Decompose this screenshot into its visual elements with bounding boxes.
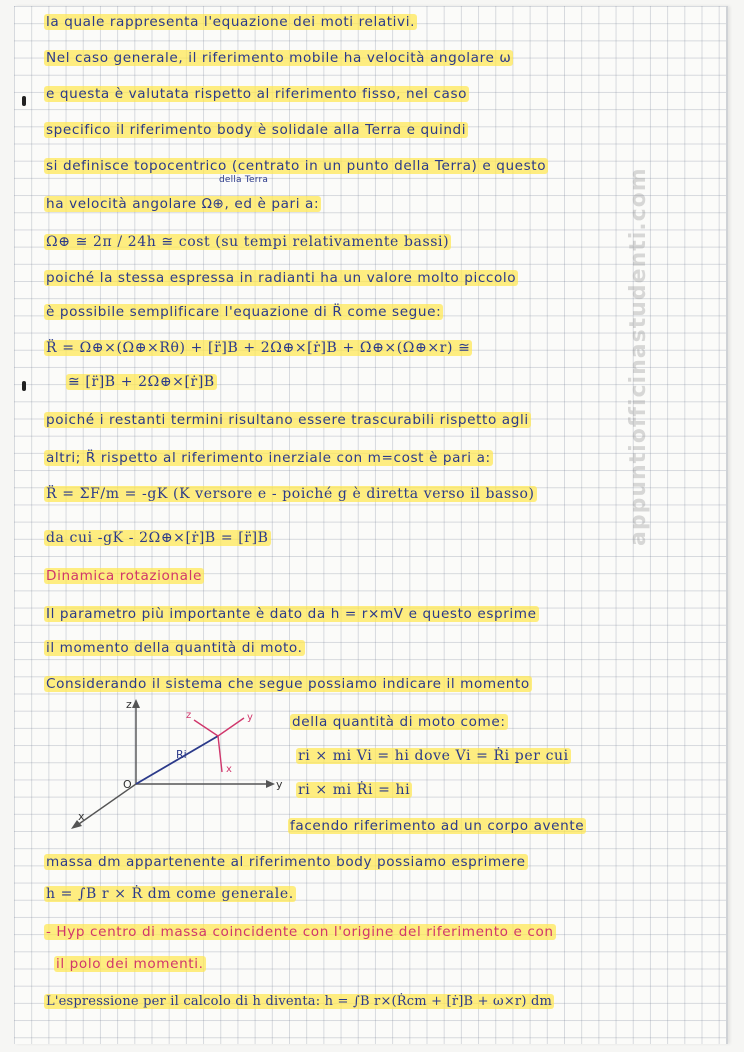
text-line-1: la quale rappresenta l'equazione dei moti relativi.	[46, 14, 416, 30]
label-body-z: z	[186, 710, 192, 721]
formula-result: da cui -gK - 2Ω⊕×[ṙ]B = [r̈]B	[46, 530, 269, 546]
formula-newton: R̈ = ΣF/m = -gK (K versore e - poiché g è diretta verso il basso)	[46, 486, 535, 502]
formula-r-ddot: R̈ = Ω⊕×(Ω⊕×Rθ) + [r̈]B + 2Ω⊕×[ṙ]B + Ω̇⊕×(Ω⊕×r) ≅	[46, 340, 471, 356]
text-line-14: della quantità di moto come:	[292, 714, 506, 730]
text-line-15: facendo riferimento ad un corpo avente	[290, 818, 585, 834]
text-line-2: Nel caso generale, il riferimento mobile ha velocità angolare ω	[46, 50, 512, 66]
text-line-11: Il parametro più importante è dato da h = r×mV e questo esprime	[46, 606, 537, 622]
text-line-16: massa dm appartenente al riferimento body possiamo esprimere	[46, 854, 526, 870]
text-line-12: il momento della quantità di moto.	[46, 640, 303, 656]
text-line-6: ha velocità angolare Ω⊕, ed è pari a:	[46, 196, 320, 212]
label-body-x: x	[226, 764, 232, 775]
formula-momentum: ri × mi Vi = hi dove Vi = Ṙi per cui	[298, 748, 569, 764]
hypothesis-line-2: il polo dei momenti.	[56, 956, 204, 972]
notebook-page	[14, 6, 728, 1044]
watermark: appuntiofficinastudenti.com	[626, 167, 651, 546]
binder-hole	[22, 96, 26, 106]
axis-z-arrow	[132, 699, 140, 708]
label-x: x	[78, 810, 85, 823]
reference-frame-diagram	[66, 696, 296, 836]
formula-r-ddot-approx: ≅ [r̈]B + 2Ω⊕×[ṙ]B	[68, 374, 215, 390]
label-origin: O	[123, 778, 132, 791]
annotation-above: della Terra	[219, 175, 269, 185]
text-line-8: è possibile semplificare l'equazione di R̈ come segue:	[46, 304, 442, 320]
label-y: y	[276, 778, 283, 791]
text-line-7: poiché la stessa espressa in radianti ha un valore molto piccolo	[46, 270, 517, 286]
body-axis-z	[194, 720, 218, 736]
label-ri: Ri	[176, 748, 187, 761]
text-line-4: specifico il riferimento body è solidale alla Terra e quindi	[46, 122, 467, 138]
formula-h-general: h = ∫B r × Ṙ dm come generale.	[46, 886, 294, 902]
text-line-13: Considerando il sistema che segue possiamo indicare il momento	[46, 676, 530, 692]
body-axis-x	[218, 736, 222, 772]
binder-hole	[22, 381, 26, 391]
label-body-y: y	[247, 712, 253, 723]
hypothesis-line: - Hyp centro di massa coincidente con l'origine del riferimento e con	[46, 924, 554, 940]
axis-y-arrow	[266, 780, 275, 788]
text-line-3: e questa è valutata rispetto al riferimento fisso, nel caso	[46, 86, 468, 102]
label-z: z	[126, 698, 132, 711]
formula-omega: Ω⊕ ≅ 2π / 24h ≅ cost (su tempi relativamente bassi)	[46, 234, 450, 250]
text-line-10: altri; R̈ rispetto al riferimento inerziale con m=cost è pari a:	[46, 450, 491, 466]
text-line-9: poiché i restanti termini risultano essere trascurabili rispetto agli	[46, 412, 529, 428]
section-heading: Dinamica rotazionale	[46, 568, 202, 584]
text-line-5: si definisce topocentrico (centrato in un punto della Terra) e questo	[46, 158, 547, 174]
body-axis-y	[218, 718, 244, 736]
formula-h-final: L'espressione per il calcolo di h diventa: h = ∫B r×(Ṙcm + [ṙ]B + ω×r) dm	[46, 994, 552, 1009]
formula-momentum-2: ri × mi Ṙi = hi	[298, 782, 411, 798]
